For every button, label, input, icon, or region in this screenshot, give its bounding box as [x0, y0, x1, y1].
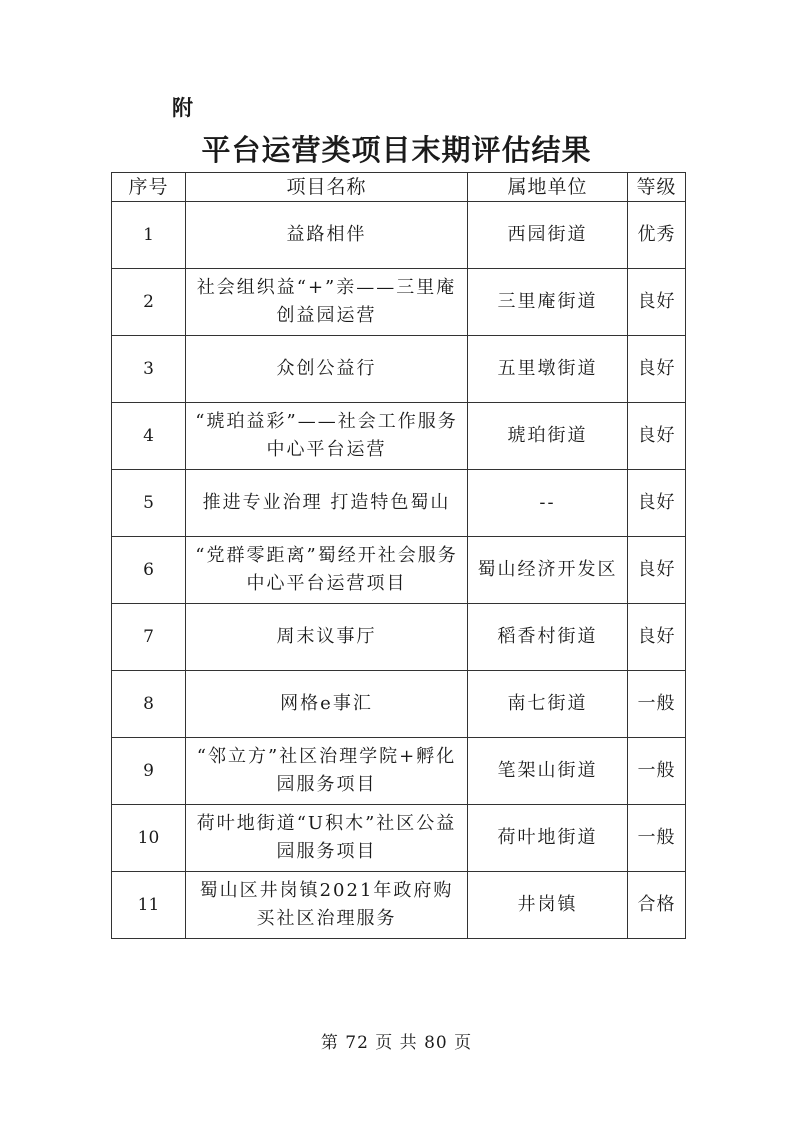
table-row	[112, 336, 686, 403]
row-grade: 良好	[628, 537, 686, 604]
row-serial-number: 5	[112, 470, 186, 537]
row-project-name: 众创公益行	[186, 336, 468, 403]
header-grade: 等级	[628, 173, 686, 202]
table-header-row	[112, 173, 686, 202]
row-project-name: “党群零距离”蜀经开社会服务中心平台运营项目	[186, 537, 468, 604]
row-local-unit: 五里墩街道	[468, 336, 628, 403]
row-local-unit: 稻香村街道	[468, 604, 628, 671]
table-row	[112, 202, 686, 269]
row-serial-number: 7	[112, 604, 186, 671]
row-serial-number: 6	[112, 537, 186, 604]
table-row	[112, 805, 686, 872]
row-grade: 良好	[628, 604, 686, 671]
row-local-unit: 笔架山街道	[468, 738, 628, 805]
row-local-unit: 井岗镇	[468, 872, 628, 939]
document-title: 平台运营类项目末期评估结果	[201, 133, 592, 167]
row-local-unit: --	[468, 470, 628, 537]
evaluation-results-table	[111, 172, 686, 939]
row-project-name: “邻立方”社区治理学院+孵化园服务项目	[186, 738, 468, 805]
row-project-name: 蜀山区井岗镇2021年政府购买社区治理服务	[186, 872, 468, 939]
row-local-unit: 三里庵街道	[468, 269, 628, 336]
row-serial-number: 4	[112, 403, 186, 470]
row-serial-number: 3	[112, 336, 186, 403]
row-project-name: “琥珀益彩”——社会工作服务中心平台运营	[186, 403, 468, 470]
row-project-name: 周末议事厅	[186, 604, 468, 671]
table-row	[112, 604, 686, 671]
row-project-name: 社会组织益“+”亲——三里庵创益园运营	[186, 269, 468, 336]
row-local-unit: 荷叶地街道	[468, 805, 628, 872]
row-grade: 合格	[628, 872, 686, 939]
row-grade: 一般	[628, 671, 686, 738]
row-serial-number: 2	[112, 269, 186, 336]
table-row	[112, 872, 686, 939]
table-row	[112, 403, 686, 470]
row-local-unit: 西园街道	[468, 202, 628, 269]
table-row	[112, 738, 686, 805]
row-local-unit: 蜀山经济开发区	[468, 537, 628, 604]
row-local-unit: 南七街道	[468, 671, 628, 738]
header-project-name: 项目名称	[186, 173, 468, 202]
row-serial-number: 8	[112, 671, 186, 738]
row-serial-number: 1	[112, 202, 186, 269]
row-grade: 良好	[628, 403, 686, 470]
row-local-unit: 琥珀街道	[468, 403, 628, 470]
row-serial-number: 9	[112, 738, 186, 805]
row-project-name: 益路相伴	[186, 202, 468, 269]
table-row	[112, 470, 686, 537]
header-local-unit: 属地单位	[468, 173, 628, 202]
annex-label: 附	[172, 96, 193, 120]
table-row	[112, 269, 686, 336]
row-grade: 良好	[628, 336, 686, 403]
row-project-name: 荷叶地街道“U积木”社区公益园服务项目	[186, 805, 468, 872]
row-serial-number: 11	[112, 872, 186, 939]
row-serial-number: 10	[112, 805, 186, 872]
row-grade: 良好	[628, 470, 686, 537]
row-grade: 一般	[628, 738, 686, 805]
header-serial-number: 序号	[112, 173, 186, 202]
table-row	[112, 537, 686, 604]
row-grade: 一般	[628, 805, 686, 872]
row-project-name: 推进专业治理 打造特色蜀山	[186, 470, 468, 537]
row-grade: 良好	[628, 269, 686, 336]
table-row	[112, 671, 686, 738]
row-grade: 优秀	[628, 202, 686, 269]
row-project-name: 网格e事汇	[186, 671, 468, 738]
page-number-footer: 第 72 页 共 80 页	[320, 1033, 473, 1053]
